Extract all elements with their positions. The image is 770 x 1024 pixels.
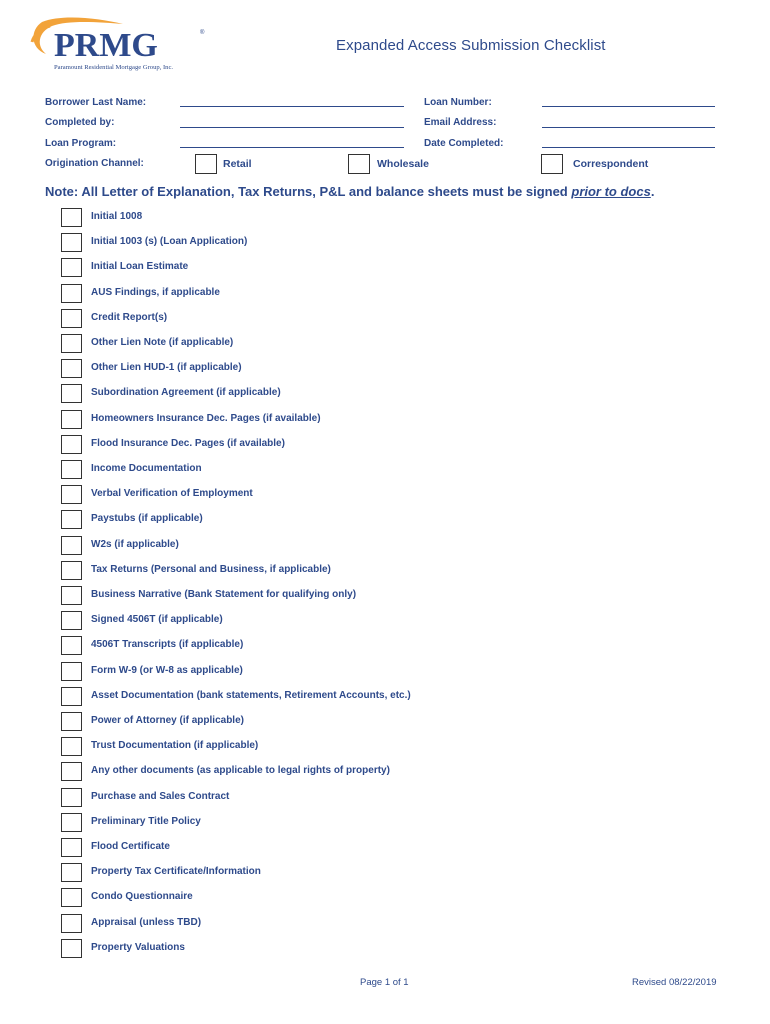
checklist-checkbox[interactable] [61,737,82,756]
borrower-last-name-field[interactable] [180,106,404,107]
checklist-checkbox[interactable] [61,636,82,655]
checklist-checkbox[interactable] [61,561,82,580]
checklist-item [61,284,711,304]
date-completed-field[interactable] [542,147,715,148]
checklist-checkbox[interactable] [61,687,82,706]
checklist-checkbox[interactable] [61,435,82,454]
retail-checkbox[interactable] [195,154,217,174]
completed-by-field[interactable] [180,127,404,128]
checklist-item [61,258,711,278]
checklist-checkbox[interactable] [61,939,82,958]
checklist-item-label: Initial 1008 [91,211,143,222]
checklist-checkbox[interactable] [61,712,82,731]
checklist-item [61,384,711,404]
checklist-item-label: Property Tax Certificate/Information [91,866,261,877]
checklist-item-label: W2s (if applicable) [91,539,179,550]
checklist-item-label: Appraisal (unless TBD) [91,917,202,928]
checklist-item [61,359,711,379]
checklist-checkbox[interactable] [61,510,82,529]
checklist-item-label: Other Lien Note (if applicable) [91,337,234,348]
logo-tagline: Paramount Residential Mortgage Group, Inc. [54,64,174,71]
checklist-item-label: Initial Loan Estimate [91,261,189,272]
checklist-item-label: Trust Documentation (if applicable) [91,740,259,751]
checklist-item-label: Other Lien HUD-1 (if applicable) [91,362,242,373]
checklist-checkbox[interactable] [61,888,82,907]
checklist-item [61,233,711,253]
checklist-checkbox[interactable] [61,813,82,832]
svg-text:PRMG: PRMG [54,27,158,64]
note-emphasis: prior to docs [571,184,651,199]
svg-text:®: ® [200,30,205,36]
checklist-checkbox[interactable] [61,788,82,807]
checklist-item-label: Initial 1003 (s) (Loan Application) [91,236,248,247]
date-completed-label: Date Completed: [424,138,504,149]
checklist-checkbox[interactable] [61,762,82,781]
checklist-item [61,687,711,707]
revision-date: Revised 08/22/2019 [632,977,717,988]
checklist-checkbox[interactable] [61,662,82,681]
checklist-item-label: Property Valuations [91,942,185,953]
checklist-checkbox[interactable] [61,410,82,429]
checklist-checkbox[interactable] [61,536,82,555]
completed-by-label: Completed by: [45,117,115,128]
checklist-item [61,536,711,556]
document-title: Expanded Access Submission Checklist [336,37,606,54]
checklist-item [61,309,711,329]
checklist-item-label: Verbal Verification of Employment [91,488,253,499]
checklist-item [61,435,711,455]
checklist-checkbox[interactable] [61,485,82,504]
signature-note [45,184,654,199]
correspondent-label: Correspondent [573,158,649,170]
loan-number-label: Loan Number: [424,97,492,108]
checklist-checkbox[interactable] [61,309,82,328]
checklist-item-label: Income Documentation [91,463,202,474]
checklist-item [61,410,711,430]
checklist-checkbox[interactable] [61,863,82,882]
email-address-label: Email Address: [424,117,497,128]
checklist-item-label: Credit Report(s) [91,312,168,323]
checklist-item-label: Paystubs (if applicable) [91,513,203,524]
email-address-field[interactable] [542,127,715,128]
checklist-checkbox[interactable] [61,334,82,353]
checklist-item-label: Any other documents (as applicable to legal rights of property) [91,765,390,776]
checklist-checkbox[interactable] [61,233,82,252]
page-number: Page 1 of 1 [360,977,409,988]
checklist-checkbox[interactable] [61,208,82,227]
correspondent-checkbox[interactable] [541,154,563,174]
checklist-checkbox[interactable] [61,586,82,605]
loan-program-label: Loan Program: [45,138,117,149]
note-text: Note: All Letter of Explanation, Tax Returns, P&L and balance sheets must be signed [45,184,572,199]
checklist-checkbox[interactable] [61,914,82,933]
origination-channel-label: Origination Channel: [45,158,144,169]
checklist-checkbox[interactable] [61,611,82,630]
checklist-item [61,611,711,631]
checklist-item [61,460,711,480]
checklist-item [61,561,711,581]
checklist-checkbox[interactable] [61,460,82,479]
checklist-item [61,662,711,682]
checklist-item-label: Form W-9 (or W-8 as applicable) [91,665,243,676]
checklist-item [61,636,711,656]
retail-label: Retail [223,158,252,170]
checklist-checkbox[interactable] [61,284,82,303]
checklist-item-label: Flood Insurance Dec. Pages (if available) [91,438,285,449]
note-suffix: . [650,184,655,199]
checklist-item [61,838,711,858]
checklist-item-label: Purchase and Sales Contract [91,791,230,802]
checklist-item [61,737,711,757]
checklist-item [61,485,711,505]
checklist-checkbox[interactable] [61,384,82,403]
checklist-item [61,712,711,732]
checklist-item-label: Tax Returns (Personal and Business, if applicable) [91,564,331,575]
checklist-item [61,863,711,883]
checklist-item-label: Business Narrative (Bank Statement for qualifying only) [91,589,357,600]
prmg-logo [28,14,218,76]
checklist-item [61,762,711,782]
checklist-item-label: Asset Documentation (bank statements, Retirement Accounts, etc.) [91,690,411,701]
checklist-item-label: 4506T Transcripts (if applicable) [91,639,244,650]
wholesale-label: Wholesale [377,158,429,170]
checklist-item [61,813,711,833]
checklist-item-label: Flood Certificate [91,841,170,852]
checklist-item-label: Subordination Agreement (if applicable) [91,387,281,398]
checklist-item-label: Preliminary Title Policy [91,816,201,827]
checklist-item [61,939,711,959]
checklist-item [61,914,711,934]
borrower-last-name-label: Borrower Last Name: [45,97,147,108]
checklist-item-label: Power of Attorney (if applicable) [91,715,244,726]
checklist-checkbox[interactable] [61,258,82,277]
checklist-item-label: Homeowners Insurance Dec. Pages (if available) [91,413,321,424]
checklist-item [61,888,711,908]
checklist-checkbox[interactable] [61,838,82,857]
checklist-item [61,208,711,228]
wholesale-checkbox[interactable] [348,154,370,174]
checklist-checkbox[interactable] [61,359,82,378]
checklist-item [61,586,711,606]
loan-number-field[interactable] [542,106,715,107]
loan-program-field[interactable] [180,147,404,148]
checklist-item-label: AUS Findings, if applicable [91,287,220,298]
checklist-item [61,510,711,530]
checklist-item [61,788,711,808]
checklist-item-label: Condo Questionnaire [91,891,193,902]
checklist-item-label: Signed 4506T (if applicable) [91,614,223,625]
checklist-item [61,334,711,354]
